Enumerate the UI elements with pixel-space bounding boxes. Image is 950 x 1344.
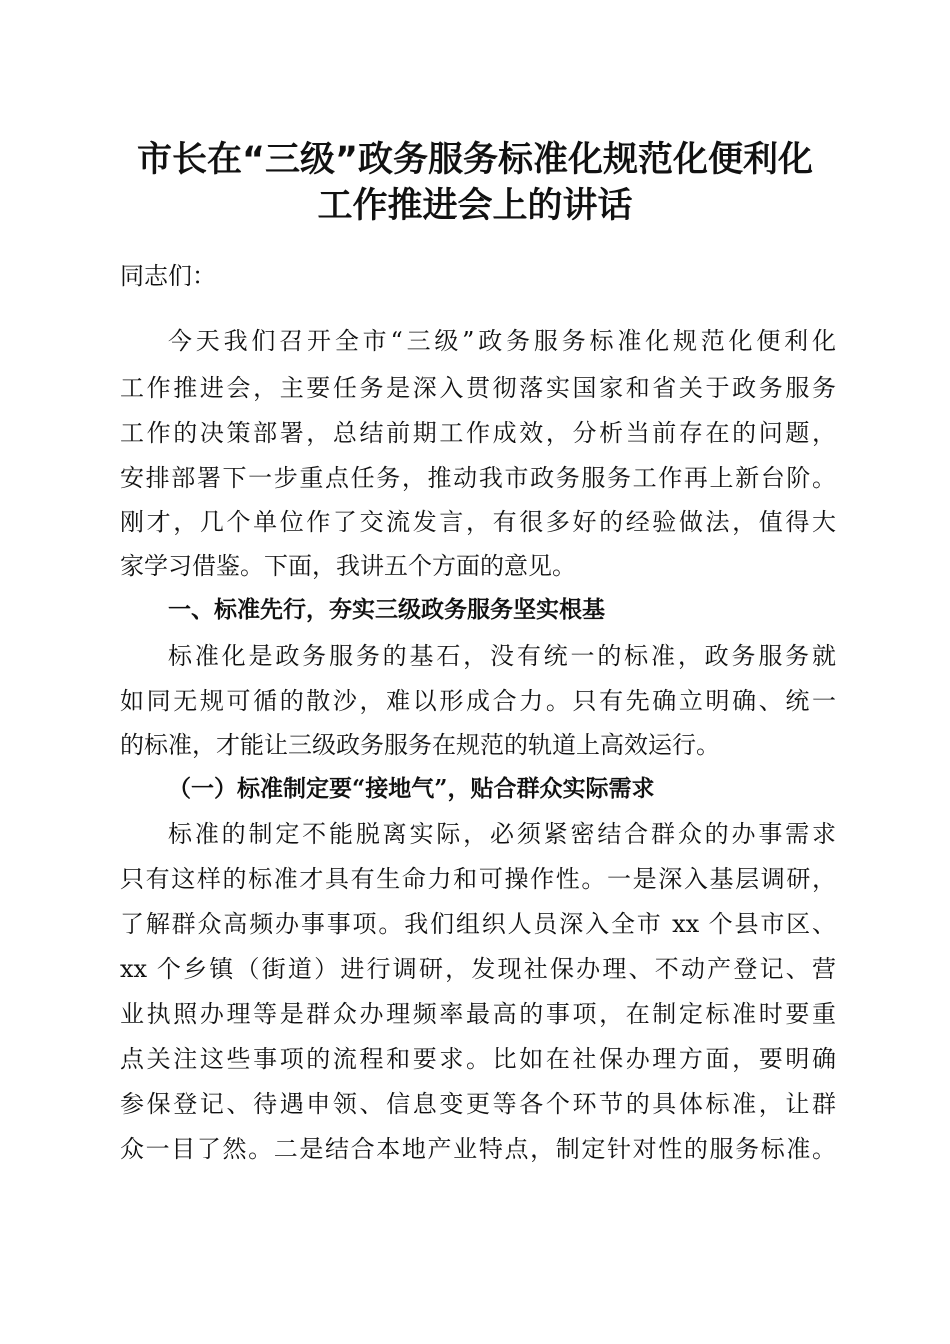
paragraph-3-line-3: 了解群众高频办事事项。我们组织人员深入全市 xx 个县市区、 [120,910,836,938]
paragraph-1-line-2: 工作推进会，主要任务是深入贯彻落实国家和省关于政务服务 [120,374,836,402]
paragraph-1-line-6: 家学习借鉴。下面，我讲五个方面的意见。 [120,552,576,580]
paragraph-3-line-8: 众一目了然。二是结合本地产业特点，制定针对性的服务标准。 [120,1135,836,1163]
section-heading-1: 一、标准先行，夯实三级政务服务坚实根基 [168,597,605,623]
salutation: 同志们： [120,262,216,290]
paragraph-3-line-2: 只有这样的标准才具有生命力和可操作性。一是深入基层调研， [120,865,836,893]
paragraph-2-line-3: 的标准，才能让三级政务服务在规范的轨道上高效运行。 [120,731,720,759]
paragraph-3-line-6: 点关注这些事项的流程和要求。比如在社保办理方面，要明确 [120,1045,836,1073]
paragraph-1-line-3: 工作的决策部署，总结前期工作成效，分析当前存在的问题， [120,419,836,447]
subsection-heading-1: （一）标准制定要“接地气”，贴合群众实际需求 [168,775,655,802]
paragraph-3-line-4: xx 个乡镇（街道）进行调研，发现社保办理、不动产登记、营 [120,955,836,983]
document-title-line-2: 工作推进会上的讲话 [317,186,633,226]
paragraph-1-line-4: 安排部署下一步重点任务，推动我市政务服务工作再上新台阶。 [120,464,836,492]
paragraph-2-line-2: 如同无规可循的散沙，难以形成合力。只有先确立明确、统一 [120,687,836,715]
paragraph-2-line-1: 标准化是政务服务的基石，没有统一的标准，政务服务就 [168,642,836,670]
paragraph-1-line-1: 今天我们召开全市“三级”政务服务标准化规范化便利化 [168,327,836,355]
document-title-line-1: 市长在“三级”政务服务标准化规范化便利化 [136,140,813,180]
paragraph-1-line-5: 刚才，几个单位作了交流发言，有很多好的经验做法，值得大 [120,508,836,536]
paragraph-3-line-5: 业执照办理等是群众办理频率最高的事项，在制定标准时要重 [120,1000,836,1028]
paragraph-3-line-7: 参保登记、待遇申领、信息变更等各个环节的具体标准，让群 [120,1090,836,1118]
paragraph-3-line-1: 标准的制定不能脱离实际，必须紧密结合群众的办事需求 [168,820,836,848]
